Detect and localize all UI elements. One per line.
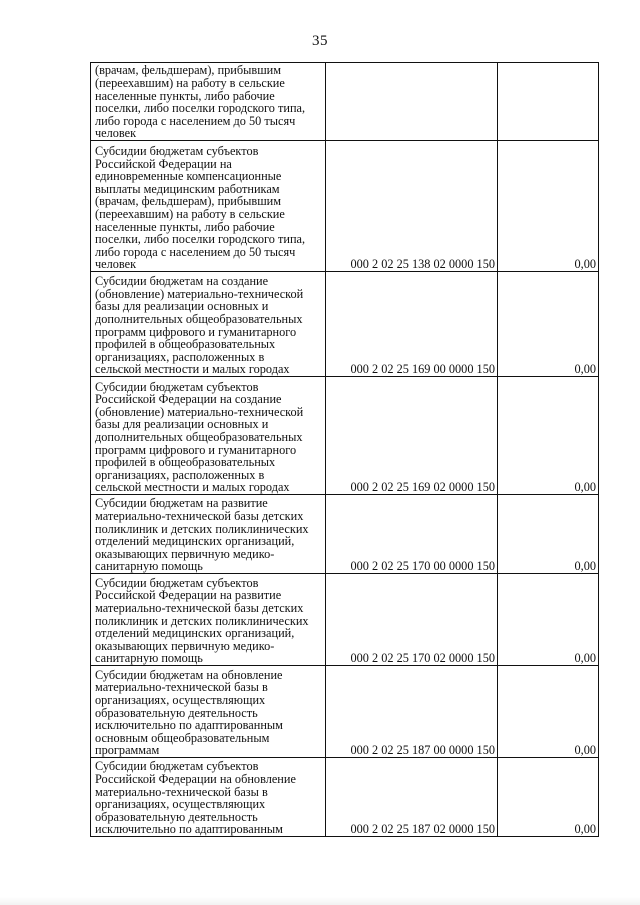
table-row [91, 574, 599, 666]
budget-code-cell: 000 2 02 25 169 00 0000 150 [326, 272, 498, 377]
table-row [91, 495, 599, 574]
table-row [91, 272, 599, 377]
amount-cell [498, 63, 599, 141]
revenue-name-cell: Субсидии бюджетам субъектов Российской Федерации на обновление материально-технической базы в организациях, осуществляющих образовательную деятельность исключительно по адаптированным [91, 758, 326, 837]
amount-cell: 0,00 [498, 574, 599, 666]
revenue-name-cell: Субсидии бюджетам на развитие материально-технической базы детских поликлиник и детских поликлинических отделений медицинских организаций, оказывающих первичную медико- санитарную помощь [91, 495, 326, 574]
table-row [91, 377, 599, 495]
budget-code-cell [326, 63, 498, 141]
revenue-name-cell: Субсидии бюджетам на создание (обновление) материально-технической базы для реализации основных и дополнительных общеобразовательных программ цифрового и гуманитарного профилей в общеобразовательных организациях, расположенных в сельской местности и малых городах [91, 272, 326, 377]
table-row [91, 141, 599, 272]
table-row [91, 63, 599, 141]
amount-cell: 0,00 [498, 758, 599, 837]
revenue-name-cell: Субсидии бюджетам на обновление материально-технической базы в организациях, осуществляющих образовательную деятельность исключительно по адаптированным основным общеобразовательным программам [91, 666, 326, 758]
page-number: 35 [312, 33, 328, 49]
budget-code-cell: 000 2 02 25 170 02 0000 150 [326, 574, 498, 666]
amount-cell: 0,00 [498, 377, 599, 495]
budget-code-cell: 000 2 02 25 170 00 0000 150 [326, 495, 498, 574]
revenue-name-cell: Субсидии бюджетам субъектов Российской Федерации на единовременные компенсационные выплаты медицинским работникам (врачам, фельдшерам), прибывшим (переехавшим) на работу в сельские населенные пункты, либо рабочие поселки, либо поселки городского типа, либо города с населением до 50 тысяч человек [91, 141, 326, 272]
budget-code-cell: 000 2 02 25 138 02 0000 150 [326, 141, 498, 272]
budget-code-cell: 000 2 02 25 187 02 0000 150 [326, 758, 498, 837]
revenue-name-cell: Субсидии бюджетам субъектов Российской Федерации на создание (обновление) материально-технической базы для реализации основных и дополнительных общеобразовательных программ цифрового и гуманитарного профилей в общеобразовательных организациях, расположенных в сельской местности и малых городах [91, 377, 326, 495]
amount-cell: 0,00 [498, 272, 599, 377]
amount-cell: 0,00 [498, 495, 599, 574]
amount-cell: 0,00 [498, 666, 599, 758]
table-row [91, 758, 599, 837]
amount-cell: 0,00 [498, 141, 599, 272]
budget-code-cell: 000 2 02 25 187 00 0000 150 [326, 666, 498, 758]
budget-revenue-table [90, 62, 599, 837]
revenue-name-cell: (врачам, фельдшерам), прибывшим (переехавшим) на работу в сельские населенные пункты, либо рабочие поселки, либо поселки городского типа, либо города с населением до 50 тысяч человек [91, 63, 326, 141]
scan-bottom-edge [0, 897, 640, 905]
budget-code-cell: 000 2 02 25 169 02 0000 150 [326, 377, 498, 495]
table-row [91, 666, 599, 758]
revenue-name-cell: Субсидии бюджетам субъектов Российской Федерации на развитие материально-технической базы детских поликлиник и детских поликлинических отделений медицинских организаций, оказывающих первичную медико- санитарную помощь [91, 574, 326, 666]
